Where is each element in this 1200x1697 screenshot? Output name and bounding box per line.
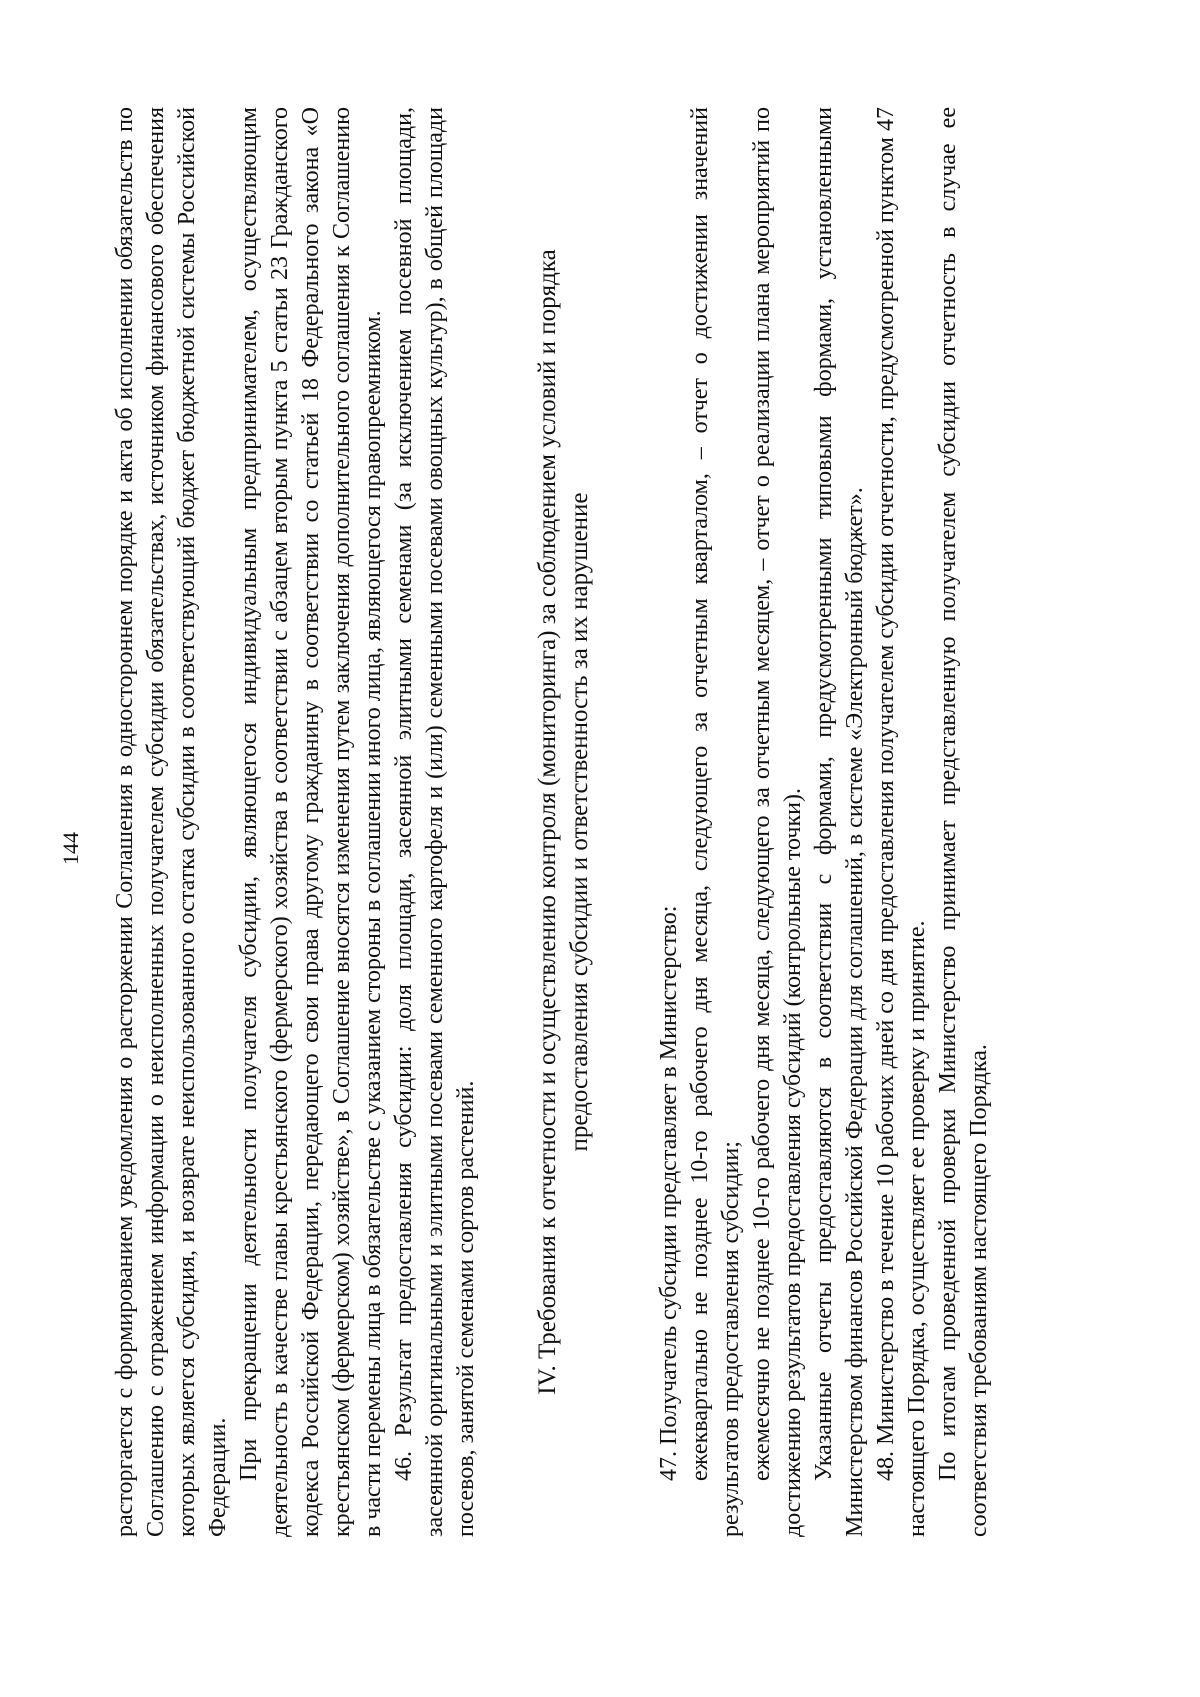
paragraph-47-intro: 47. Получатель субсидии представляет в Министерство: <box>656 905 682 1481</box>
paragraph-47-quarterly: ежеквартально не позднее 10-го рабочего дня месяца, следующего за отчетным кварталом, – отчет о достижении значений результатов предоставления субсидии; <box>687 107 744 1537</box>
paragraph-48-check: 48. Министерство в течение 10 рабочих дней со дня предоставления получателем субсидии отчетности, предусмотренной пунктом 47 настоящего Порядка, осуществляет ее проверку и принятие. <box>873 107 930 1537</box>
page-number: 144 <box>58 832 83 865</box>
paragraph-termination-of-activity: При прекращении деятельности получателя субсидии, являющегося индивидуальным предпринимателем, осуществляющим деятельность в качестве главы крестьянского (фермерского) хозяйства в соответствии с абзацем вторым пункта 5 статьи 23 Гражданского кодекса Российской Федерации, передающего свои права другому гражданину в соответствии со статьей 18 Федерального закона «О крестьянском (фермерском) хозяйстве», в Соглашение вносятся изменения путем заключения дополнительного соглашения к Соглашению в части перемены лица в обязательстве с указанием стороны в соглашении иного лица, являющегося правопреемником. <box>236 107 386 1537</box>
paragraph-47-monthly: ежемесячно не позднее 10-го рабочего дня месяца, следующего за отчетным месяцем, – отчет о реализации плана мероприятий по достижению результатов предоставления субсидий (контрольные точки). <box>749 107 806 1537</box>
document-body <box>110 107 995 1537</box>
paragraph-48-acceptance: По итогам проведенной проверки Министерство принимает представленную получателем субсидии отчетность в случае ее соответствия требованиям настоящего Порядка. <box>935 107 992 1537</box>
paragraph-termination-continuation: расторгается с формированием уведомления о расторжении Соглашения в одностороннем порядке и акта об исполнении обязательств по Соглашению с отражением информации о неисполненных получателем субсидии обязательствах, источником финансового обеспечения которых является субсидия, и возврате неиспользованного остатка субсидии в соответствующий бюджет бюджетной системы Российской Федерации. <box>112 107 231 1537</box>
paragraph-47-forms: Указанные отчеты предоставляются в соответствии с формами, предусмотренными типовыми формами, установленными Министерством финансов Российской Федерации для соглашений, в системе «Электронный бюджет». <box>811 107 868 1537</box>
section-title-iv: IV. Требования к отчетности и осуществлению контроля (мониторинга) за соблюдением условий и порядка предоставления субсидии и ответственность за их нарушение <box>534 249 593 1395</box>
paragraph-46-result: 46. Результат предоставления субсидии: доля площади, засеянной элитными семенами (за исключением посевной площади, засеянной оригинальными и элитными посевами семенного картофеля и (или) семенными посевами овощных культур), в общей площади посевов, занятой семенами сортов растений. <box>391 107 479 1537</box>
